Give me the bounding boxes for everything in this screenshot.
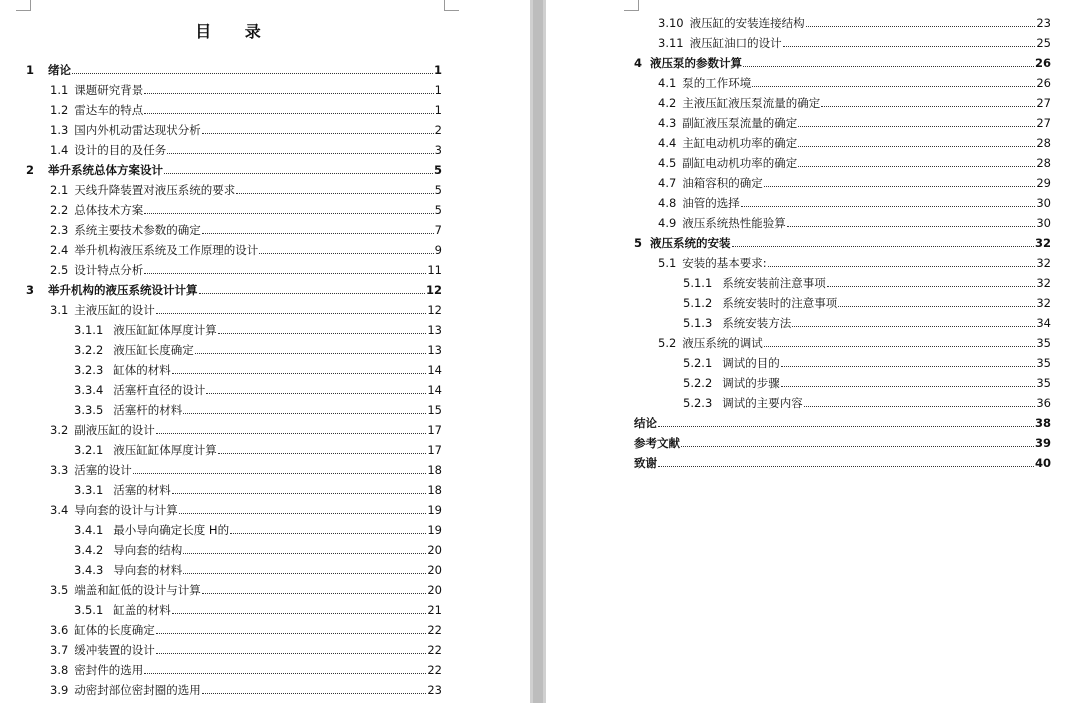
toc-entry-number: 4.1 [658, 76, 677, 90]
toc-entry[interactable] [50, 77, 442, 97]
toc-entry[interactable] [50, 237, 442, 257]
toc-entry[interactable] [74, 517, 442, 537]
toc-entry-page: 27 [1036, 96, 1051, 110]
toc-entry[interactable] [50, 257, 442, 277]
toc-dot-leader [199, 293, 425, 294]
toc-entry-page: 18 [427, 463, 442, 477]
toc-entry[interactable] [26, 157, 442, 177]
toc-entry[interactable] [683, 350, 1051, 370]
toc-entry-page: 15 [427, 403, 442, 417]
toc-entry[interactable] [683, 390, 1051, 410]
page-corner-mark [624, 0, 639, 11]
toc-entry-page: 35 [1036, 336, 1051, 350]
toc-entry-number: 3.8 [50, 663, 69, 677]
toc-dot-leader [156, 433, 427, 434]
toc-entry[interactable] [683, 310, 1051, 330]
toc-dot-leader [206, 393, 426, 394]
toc-dot-leader [764, 186, 1036, 187]
toc-entry-page: 34 [1036, 316, 1051, 330]
toc-entry-page: 28 [1036, 156, 1051, 170]
toc-entry[interactable] [50, 677, 442, 697]
toc-entry-number: 3.10 [658, 16, 684, 30]
toc-dot-leader [230, 533, 426, 534]
toc-entry[interactable] [50, 197, 442, 217]
toc-entry[interactable] [658, 190, 1051, 210]
toc-dot-leader [195, 353, 427, 354]
toc-entry[interactable] [50, 117, 442, 137]
toc-entry[interactable] [50, 457, 442, 477]
toc-entry[interactable] [658, 330, 1051, 350]
toc-entry-title: 泵的工作环境 [682, 76, 752, 90]
toc-entry[interactable] [26, 277, 442, 297]
toc-entry-title: 调试的步骤 [722, 376, 780, 390]
toc-entry[interactable] [658, 10, 1051, 30]
toc-entry-page: 38 [1034, 416, 1051, 430]
toc-entry-number: 1.3 [50, 123, 69, 137]
toc-entry-number: 3.2.2 [74, 343, 104, 357]
toc-dot-leader [743, 66, 1034, 67]
toc-entry[interactable] [74, 437, 442, 457]
toc-entry-number: 5.2.1 [683, 356, 713, 370]
toc-entry-title: 总体技术方案 [74, 203, 144, 217]
toc-entry[interactable] [50, 297, 442, 317]
toc-entry-title: 参考文献 [634, 436, 680, 450]
toc-entry-page: 28 [1036, 136, 1051, 150]
toc-entry-page: 3 [434, 143, 442, 157]
toc-entry-page: 11 [427, 263, 442, 277]
toc-dot-leader [133, 473, 427, 474]
toc-entry-title: 致谢 [634, 456, 657, 470]
toc-entry-title: 结论 [634, 416, 657, 430]
toc-entry-number: 4.4 [658, 136, 677, 150]
toc-dot-leader [236, 193, 433, 194]
toc-entry-number: 3.3.5 [74, 403, 104, 417]
toc-entry-number: 4.8 [658, 196, 677, 210]
toc-dot-leader [804, 406, 1036, 407]
toc-dot-leader [792, 326, 1035, 327]
page-gutter [530, 0, 546, 703]
toc-entry-page: 12 [427, 303, 442, 317]
toc-entry-number: 5.2.3 [683, 396, 713, 410]
toc-entry[interactable] [658, 130, 1051, 150]
toc-entry-title: 副缸液压泵流量的确定 [682, 116, 798, 130]
toc-entry-page: 36 [1036, 396, 1051, 410]
toc-entry[interactable] [50, 417, 442, 437]
toc-dot-leader [732, 246, 1034, 247]
toc-entry[interactable] [74, 397, 442, 417]
toc-dot-leader [172, 613, 427, 614]
toc-entry[interactable] [658, 210, 1051, 230]
toc-entry-page: 29 [1036, 176, 1051, 190]
toc-entry-number: 2.4 [50, 243, 69, 257]
toc-entry[interactable] [74, 337, 442, 357]
toc-dot-leader [144, 213, 433, 214]
toc-entry-number: 3.6 [50, 623, 69, 637]
toc-entry[interactable] [50, 497, 442, 517]
toc-entry-number: 3.2.3 [74, 363, 104, 377]
toc-entry-number: 3.9 [50, 683, 69, 697]
toc-entry-number: 3.4 [50, 503, 69, 517]
toc-entry-title: 最小导向确定长度 H的 [113, 523, 230, 537]
toc-entry-page: 22 [427, 623, 442, 637]
toc-entry-number: 5.2 [658, 336, 677, 350]
toc-entry-page: 30 [1036, 216, 1051, 230]
toc-entry-number: 3.2.1 [74, 443, 104, 457]
toc-entry-number: 4.3 [658, 116, 677, 130]
toc-entry-number: 4 [634, 56, 643, 70]
toc-entry-title: 液压缸长度确定 [113, 343, 194, 357]
toc-entry-title: 设计特点分析 [74, 263, 144, 277]
toc-entry-page: 17 [427, 423, 442, 437]
toc-entry-title: 缓冲装置的设计 [74, 643, 155, 657]
toc-entry-title: 系统安装时的注意事项 [722, 296, 838, 310]
toc-dot-leader [183, 553, 426, 554]
toc-entry[interactable] [658, 110, 1051, 130]
toc-entry-title: 缸盖的材料 [113, 603, 171, 617]
toc-entry-title: 液压系统的调试 [682, 336, 763, 350]
toc-entry-number: 4.9 [658, 216, 677, 230]
toc-dot-leader [144, 93, 433, 94]
toc-entry-page: 14 [427, 363, 442, 377]
toc-entry-number: 1.2 [50, 103, 69, 117]
toc-entry-page: 19 [427, 523, 442, 537]
toc-entry-title: 举升机构液压系统及工作原理的设计 [74, 243, 259, 257]
toc-dot-leader [183, 573, 426, 574]
toc-entry-number: 5.1.2 [683, 296, 713, 310]
toc-dot-leader [764, 346, 1036, 347]
toc-entry[interactable] [658, 70, 1051, 90]
toc-entry-title: 液压缸的安装连接结构 [689, 16, 805, 30]
toc-entry[interactable] [50, 577, 442, 597]
toc-entry[interactable] [74, 537, 442, 557]
toc-entry[interactable] [74, 357, 442, 377]
toc-entry[interactable] [74, 557, 442, 577]
toc-dot-leader [781, 366, 1036, 367]
toc-entry-page: 25 [1036, 36, 1051, 50]
toc-dot-leader [781, 386, 1036, 387]
toc-dot-leader [798, 166, 1035, 167]
toc-entry[interactable] [658, 150, 1051, 170]
toc-entry-title: 系统安装方法 [722, 316, 792, 330]
toc-entry-title: 举升机构的液压系统设计计算 [48, 283, 198, 297]
toc-entry-title: 动密封部位密封圈的选用 [74, 683, 201, 697]
toc-dot-leader [202, 233, 434, 234]
toc-entry-page: 22 [427, 643, 442, 657]
toc-dot-leader [172, 493, 427, 494]
toc-entry-title: 安装的基本要求: [682, 256, 767, 270]
toc-entry-page: 20 [427, 583, 442, 597]
toc-entry-page: 21 [427, 603, 442, 617]
toc-entry-page: 2 [434, 123, 442, 137]
toc-entry[interactable] [634, 230, 1051, 250]
toc-entry-page: 26 [1034, 56, 1051, 70]
toc-entry-title: 端盖和缸低的设计与计算 [74, 583, 201, 597]
toc-entry-title: 天线升降装置对液压系统的要求 [74, 183, 236, 197]
toc-entry[interactable] [74, 477, 442, 497]
toc-dot-leader [144, 113, 433, 114]
toc-entry-number: 1.4 [50, 143, 69, 157]
toc-entry-page: 1 [434, 83, 442, 97]
toc-dot-leader [202, 133, 434, 134]
toc-dot-leader [183, 413, 426, 414]
toc-dot-leader [179, 513, 427, 514]
toc-entry-title: 活塞的材料 [113, 483, 171, 497]
page-corner-mark [444, 0, 459, 11]
toc-entry-number: 3.3.4 [74, 383, 104, 397]
toc-entry-title: 液压缸油口的设计 [689, 36, 782, 50]
toc-entry-page: 13 [427, 343, 442, 357]
toc-entry-title: 主液压缸液压泵流量的确定 [682, 96, 821, 110]
toc-dot-leader [167, 153, 433, 154]
toc-entry-number: 5.2.2 [683, 376, 713, 390]
toc-entry[interactable] [634, 430, 1051, 450]
toc-entry-title: 调试的主要内容 [722, 396, 803, 410]
toc-entry-number: 5.1 [658, 256, 677, 270]
toc-entry-title: 活塞杆的材料 [113, 403, 183, 417]
toc-entry[interactable] [50, 657, 442, 677]
toc-entry[interactable] [50, 97, 442, 117]
toc-entry-title: 绪论 [48, 63, 72, 77]
toc-entry[interactable] [634, 450, 1051, 470]
toc-entry[interactable] [683, 370, 1051, 390]
toc-entry-number: 5 [634, 236, 643, 250]
toc-entry[interactable] [26, 57, 442, 77]
toc-dot-leader [741, 206, 1036, 207]
toc-entry-page: 32 [1036, 256, 1051, 270]
toc-entry-page: 22 [427, 663, 442, 677]
toc-entry-number: 3.5.1 [74, 603, 104, 617]
toc-entry-title: 设计的目的及任务 [74, 143, 167, 157]
toc-entry-number: 2.2 [50, 203, 69, 217]
toc-entry[interactable] [658, 30, 1051, 50]
toc-entry-number: 4.7 [658, 176, 677, 190]
toc-dot-leader [768, 266, 1036, 267]
toc-entry-number: 1.1 [50, 83, 69, 97]
toc-dot-leader [218, 333, 427, 334]
toc-entry-page: 23 [1036, 16, 1051, 30]
toc-entry-page: 30 [1036, 196, 1051, 210]
toc-entry-page: 1 [433, 63, 442, 77]
toc-dot-leader [202, 693, 427, 694]
toc-entry[interactable] [50, 217, 442, 237]
toc-entry[interactable] [634, 50, 1051, 70]
toc-entry-number: 2 [26, 163, 35, 177]
toc-entry-title: 副缸电动机功率的确定 [682, 156, 798, 170]
toc-entry-page: 9 [434, 243, 442, 257]
toc-dot-leader [783, 46, 1036, 47]
toc-entry-title: 副液压缸的设计 [74, 423, 155, 437]
toc-entry-page: 12 [425, 283, 442, 297]
toc-dot-leader [164, 173, 433, 174]
toc-entry-title: 国内外机动雷达现状分析 [74, 123, 201, 137]
toc-entry-title: 油箱容积的确定 [682, 176, 763, 190]
toc-entry-page: 17 [427, 443, 442, 457]
toc-entry[interactable] [74, 317, 442, 337]
document-page-right [546, 0, 1081, 703]
toc-entry-number: 3.1.1 [74, 323, 104, 337]
toc-entry-number: 3.3 [50, 463, 69, 477]
toc-dot-leader [72, 73, 433, 74]
toc-dot-leader [202, 593, 427, 594]
toc-entry-number: 3.7 [50, 643, 69, 657]
toc-entry-number: 3.4.1 [74, 523, 104, 537]
toc-entry-page: 19 [427, 503, 442, 517]
toc-entry-title: 缸体的材料 [113, 363, 171, 377]
toc-entry-number: 2.1 [50, 183, 69, 197]
toc-entry-number: 3.3.1 [74, 483, 104, 497]
toc-entry[interactable] [658, 170, 1051, 190]
toc-dot-leader [806, 26, 1036, 27]
toc-entry-page: 35 [1036, 356, 1051, 370]
toc-entry[interactable] [50, 637, 442, 657]
toc-entry[interactable] [683, 290, 1051, 310]
toc-dot-leader [658, 426, 1034, 427]
toc-entry-title: 导向套的设计与计算 [74, 503, 178, 517]
toc-dot-leader [821, 106, 1035, 107]
toc-dot-leader [156, 313, 427, 314]
toc-entry-page: 13 [427, 323, 442, 337]
toc-entry-page: 27 [1036, 116, 1051, 130]
toc-entry-title: 液压系统热性能验算 [682, 216, 786, 230]
toc-entry-title: 举升系统总体方案设计 [48, 163, 164, 177]
toc-entry-number: 4.2 [658, 96, 677, 110]
toc-entry-page: 7 [434, 223, 442, 237]
toc-entry-page: 20 [427, 563, 442, 577]
toc-dot-leader [658, 466, 1034, 467]
toc-dot-leader [144, 273, 426, 274]
toc-entry-page: 23 [427, 683, 442, 697]
toc-entry-page: 5 [433, 163, 442, 177]
toc-entry-title: 活塞的设计 [74, 463, 132, 477]
toc-dot-leader [752, 86, 1035, 87]
toc-entry-page: 32 [1036, 296, 1051, 310]
toc-entry-page: 1 [434, 103, 442, 117]
toc-entry-title: 导向套的结构 [113, 543, 183, 557]
toc-dot-leader [156, 633, 427, 634]
toc-entry[interactable] [74, 597, 442, 617]
toc-entry-title: 主缸电动机功率的确定 [682, 136, 798, 150]
toc-entry-page: 20 [427, 543, 442, 557]
toc-entry-title: 液压缸缸体厚度计算 [113, 443, 217, 457]
toc-dot-leader [798, 126, 1035, 127]
toc-dot-leader [681, 446, 1034, 447]
toc-entry-page: 35 [1036, 376, 1051, 390]
toc-entry-title: 缸体的长度确定 [74, 623, 155, 637]
toc-entry-number: 3.1 [50, 303, 69, 317]
toc-entry[interactable] [658, 90, 1051, 110]
toc-entry[interactable] [74, 377, 442, 397]
toc-entry-page: 32 [1034, 236, 1051, 250]
toc-title: 目 录 [195, 22, 275, 41]
toc-entry-page: 40 [1034, 456, 1051, 470]
toc-entry-page: 14 [427, 383, 442, 397]
toc-entry-number: 3.4.3 [74, 563, 104, 577]
toc-entry-title: 液压泵的参数计算 [650, 56, 743, 70]
toc-entry-title: 系统主要技术参数的确定 [74, 223, 201, 237]
toc-entry-title: 活塞杆直径的设计 [113, 383, 206, 397]
toc-entry-number: 3.2 [50, 423, 69, 437]
page-corner-mark [16, 0, 31, 11]
toc-dot-leader [218, 453, 427, 454]
toc-entry-page: 5 [434, 183, 442, 197]
toc-dot-leader [827, 286, 1036, 287]
toc-entry-number: 2.5 [50, 263, 69, 277]
toc-entry-page: 26 [1036, 76, 1051, 90]
toc-entry-number: 1 [26, 63, 35, 77]
toc-entry-page: 39 [1034, 436, 1051, 450]
toc-dot-leader [838, 306, 1035, 307]
toc-entry[interactable] [658, 250, 1051, 270]
toc-entry[interactable] [683, 270, 1051, 290]
toc-dot-leader [172, 373, 427, 374]
toc-entry-title: 主液压缸的设计 [74, 303, 155, 317]
toc-dot-leader [259, 253, 433, 254]
toc-entry[interactable] [50, 177, 442, 197]
toc-entry-page: 5 [434, 203, 442, 217]
document-page-left [0, 0, 530, 703]
toc-entry-title: 课题研究背景 [74, 83, 144, 97]
toc-dot-leader [798, 146, 1035, 147]
toc-dot-leader [787, 226, 1036, 227]
toc-entry-title: 液压缸缸体厚度计算 [113, 323, 217, 337]
toc-entry-page: 18 [427, 483, 442, 497]
toc-entry-number: 3.11 [658, 36, 684, 50]
toc-entry-number: 5.1.1 [683, 276, 713, 290]
toc-entry-number: 3.4.2 [74, 543, 104, 557]
toc-entry-number: 4.5 [658, 156, 677, 170]
toc-entry-title: 油管的选择 [682, 196, 740, 210]
toc-entry-number: 5.1.3 [683, 316, 713, 330]
toc-entry[interactable] [50, 617, 442, 637]
toc-entry-title: 系统安装前注意事项 [722, 276, 826, 290]
toc-entry[interactable] [50, 137, 442, 157]
toc-entry-title: 调试的目的 [722, 356, 780, 370]
toc-entry[interactable] [634, 410, 1051, 430]
toc-entry-title: 导向套的材料 [113, 563, 183, 577]
toc-entry-number: 3.5 [50, 583, 69, 597]
toc-entry-title: 雷达车的特点 [74, 103, 144, 117]
toc-entry-title: 液压系统的安装 [650, 236, 731, 250]
toc-entry-number: 3 [26, 283, 35, 297]
toc-dot-leader [144, 673, 426, 674]
toc-dot-leader [156, 653, 427, 654]
toc-entry-number: 2.3 [50, 223, 69, 237]
toc-entry-page: 32 [1036, 276, 1051, 290]
toc-entry-title: 密封件的选用 [74, 663, 144, 677]
